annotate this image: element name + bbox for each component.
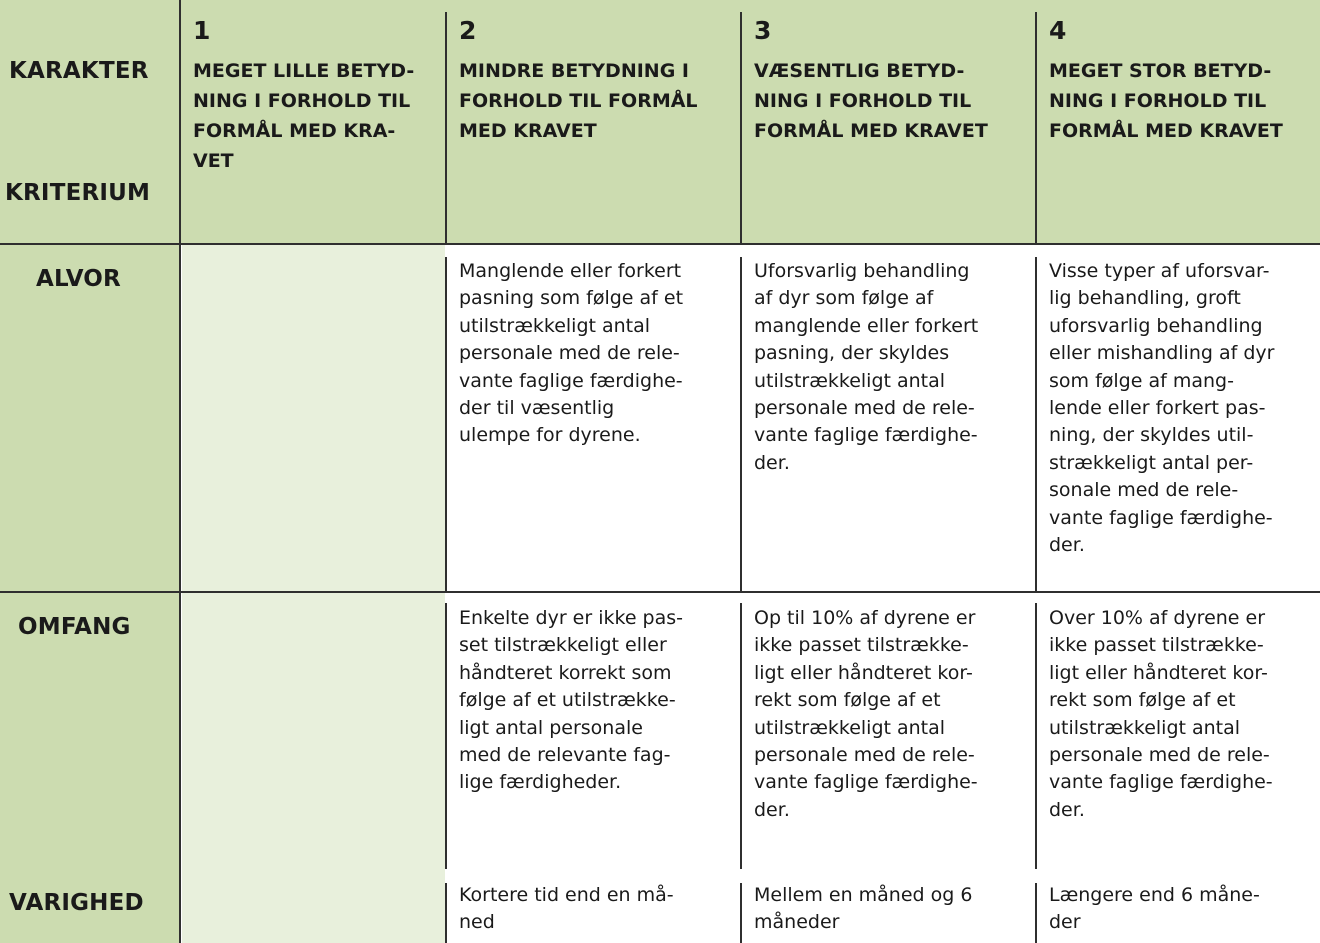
alvor-grade-3-cell: Uforsvarlig behandling af dyr som følge af manglende eller forkert pasning, der skyldes utilstrækkeligt antal personale med de rele- vante faglige færdighe- der.	[754, 260, 979, 474]
alvor-divider-2-3	[740, 257, 742, 591]
kriterium-label: KRITERIUM	[5, 180, 151, 206]
criteria-column-background	[0, 244, 180, 943]
varighed-divider-3-4	[1035, 883, 1037, 943]
omfang-divider-1-2	[445, 603, 447, 869]
row-divider-alvor-omfang	[0, 591, 1320, 593]
alvor-grade-2-cell: Manglende eller forkert pasning som følge af et utilstrækkeligt antal personale med de rele- vante faglige færdighe- der til væsentlig ulempe for dyrene.	[459, 260, 684, 447]
karakter-label: KARAKTER	[9, 58, 149, 84]
grade-1-description: MEGET LILLE BETYD- NING I FORHOLD TIL FORMÅL MED KRA- VET	[193, 60, 415, 172]
varighed-grade-3-cell: Mellem en måned og 6 måneder	[754, 884, 973, 934]
criterion-alvor: ALVOR	[36, 266, 121, 292]
criterion-omfang: OMFANG	[18, 614, 131, 640]
varighed-grade-2-cell: Kortere tid end en må- ned	[459, 884, 674, 934]
varighed-divider-1-2	[445, 883, 447, 943]
grade-3-number: 3	[754, 16, 772, 45]
grade-1-column-background	[182, 244, 445, 943]
varighed-grade-4-cell: Længere end 6 måne- der	[1049, 884, 1260, 934]
omfang-divider-3-4	[1035, 603, 1037, 869]
header-bottom-border	[0, 243, 1320, 245]
alvor-divider-1-2	[445, 257, 447, 591]
grade-2-number: 2	[459, 16, 477, 45]
omfang-grade-2-cell: Enkelte dyr er ikke pas- set tilstrækkeligt eller håndteret korrekt som følge af et utilstrække- ligt antal personale med de relevante fag- lige færdigheder.	[459, 607, 684, 794]
omfang-divider-2-3	[740, 603, 742, 869]
alvor-divider-3-4	[1035, 257, 1037, 591]
criterion-varighed: VARIGHED	[9, 890, 144, 916]
criteria-column-border	[179, 0, 181, 943]
grade-3-description: VÆSENTLIG BETYD- NING I FORHOLD TIL FORMÅL MED KRAVET	[754, 60, 988, 142]
grade-4-number: 4	[1049, 16, 1067, 45]
header-divider-2-3	[740, 12, 742, 244]
omfang-grade-3-cell: Op til 10% af dyrene er ikke passet tilstrække- ligt eller håndteret kor- rekt som følge af et utilstrækkeligt antal personale med de rele- vante faglige færdighe- der.	[754, 607, 978, 821]
header-divider-3-4	[1035, 12, 1037, 244]
grade-1-number: 1	[193, 16, 211, 45]
grade-2-description: MINDRE BETYDNING I FORHOLD TIL FORMÅL MED KRAVET	[459, 60, 698, 142]
grade-4-description: MEGET STOR BETYD- NING I FORHOLD TIL FORMÅL MED KRAVET	[1049, 60, 1283, 142]
varighed-divider-2-3	[740, 883, 742, 943]
omfang-grade-4-cell: Over 10% af dyrene er ikke passet tilstrække- ligt eller håndteret kor- rekt som følge af et utilstrækkeligt antal personale med de rele- vante faglige færdighe- der.	[1049, 607, 1273, 821]
alvor-grade-4-cell: Visse typer af uforsvar- lig behandling, groft uforsvarlig behandling eller mishandling af dyr som følge af mang- lende eller forkert pas- ning, der skyldes util- strækkeligt antal per- sonale med de rele- vante faglige færdighe- der.	[1049, 260, 1275, 557]
